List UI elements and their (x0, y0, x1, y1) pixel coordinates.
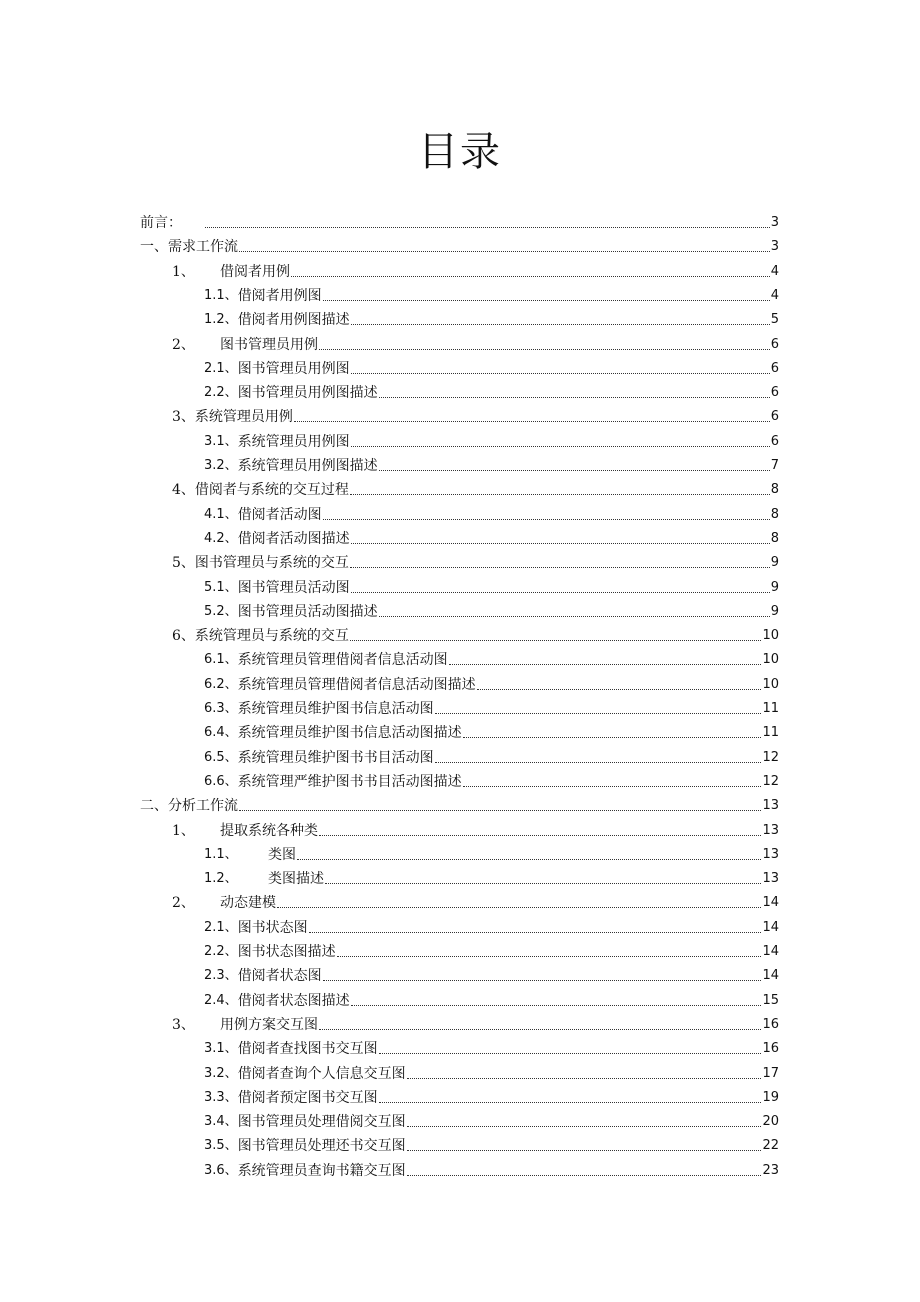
page-title: 目录 (418, 129, 502, 175)
toc-entry-label: 借阅者预定图书交互图 (237, 1089, 378, 1106)
toc-entry[interactable] (204, 283, 779, 305)
toc-page-number: 13 (762, 871, 779, 887)
toc-entry[interactable] (172, 623, 779, 645)
toc-dot-leader (463, 737, 762, 738)
toc-entry[interactable] (172, 332, 779, 354)
toc-page-number: 9 (770, 555, 779, 571)
toc-entry-number: 1.1、 (204, 287, 238, 303)
toc-dot-leader (379, 1053, 762, 1054)
toc-entry-number: 3.1、 (204, 433, 238, 449)
toc-entry-text (140, 238, 238, 256)
toc-entry-text (204, 749, 434, 767)
toc-entry-label: 需求工作流 (168, 239, 238, 256)
toc-entry-text (204, 1162, 406, 1180)
toc-entry[interactable] (204, 745, 779, 767)
toc-entry[interactable] (204, 502, 779, 524)
toc-entry-text (140, 797, 238, 815)
toc-entry-text (204, 967, 322, 985)
toc-entry[interactable] (140, 210, 779, 232)
toc-entry[interactable] (204, 1061, 779, 1083)
toc-entry-label: 系统管理员用例 (194, 409, 293, 426)
toc-page-number: 20 (762, 1114, 779, 1130)
toc-entry[interactable] (204, 526, 779, 548)
toc-entry-number: 2.1、 (204, 360, 238, 376)
toc-dot-leader (351, 543, 770, 544)
toc-dot-leader (297, 859, 761, 860)
toc-entry-text (172, 627, 349, 645)
toc-dot-leader (407, 1126, 762, 1127)
toc-dot-leader (323, 519, 770, 520)
toc-page-number: 6 (770, 433, 779, 449)
toc-entry-text (204, 700, 434, 718)
toc-page-number: 11 (762, 701, 779, 716)
toc-entry-number: 5.2、 (204, 603, 238, 619)
toc-entry-number: 2.3、 (204, 968, 238, 984)
toc-entry-number: 6.3、 (204, 701, 238, 716)
toc-dot-leader (291, 276, 770, 277)
toc-entry[interactable] (204, 575, 779, 597)
toc-entry-text (204, 773, 462, 791)
toc-page-number: 10 (762, 652, 779, 668)
toc-dot-leader (350, 567, 770, 568)
toc-dot-leader (351, 373, 770, 374)
toc-entry-text (204, 846, 296, 864)
toc-entry-number: 2、 (172, 895, 195, 912)
toc-entry-number: 3.1、 (204, 1041, 238, 1057)
toc-entry-label: 类图 (268, 846, 296, 863)
toc-dot-leader (407, 1078, 762, 1079)
toc-entry-number: 5、 (172, 555, 195, 572)
toc-page-number: 14 (762, 968, 779, 984)
toc-entry-number: 2、 (172, 336, 195, 353)
toc-dot-leader (351, 592, 770, 593)
toc-entry[interactable] (172, 890, 779, 912)
toc-entry-text (204, 1113, 406, 1131)
toc-page-number: 6 (770, 360, 779, 376)
toc-dot-leader (323, 300, 770, 301)
toc-dot-leader (239, 251, 770, 252)
toc-entry[interactable] (204, 939, 779, 961)
toc-entry-number: 2.2、 (204, 944, 238, 959)
toc-entry-label: 借阅者查找图书交互图 (237, 1041, 378, 1058)
toc-entry-number: 6.1、 (204, 652, 238, 668)
toc-entry-number: 3.2、 (204, 1065, 238, 1081)
toc-entry-number: 1、 (172, 822, 195, 839)
toc-entry-label: 图书管理员用例 (220, 336, 318, 353)
toc-dot-leader (379, 470, 770, 471)
toc-entry-label: 借阅者状态图 (237, 968, 322, 985)
toc-dot-leader (435, 713, 762, 714)
toc-page-number: 6 (770, 409, 779, 425)
toc-dot-leader (323, 980, 762, 981)
toc-page-number: 8 (770, 482, 779, 498)
toc-entry-text (172, 408, 293, 426)
toc-page-number: 8 (770, 506, 779, 522)
toc-page-number: 16 (762, 1041, 779, 1057)
toc-entry-text (204, 603, 378, 621)
toc-entry-number: 3.5、 (204, 1138, 238, 1154)
toc-entry-label: 系统管理员维护图书信息活动图 (237, 701, 434, 717)
toc-dot-leader (407, 1175, 762, 1176)
toc-page-number: 22 (762, 1138, 779, 1154)
toc-dot-leader (350, 640, 762, 641)
toc-page-number: 13 (762, 846, 779, 862)
toc-entry-label: 系统管理员管理借阅者信息活动图 (237, 652, 448, 669)
toc-page-number: 23 (762, 1162, 779, 1178)
toc-entry-number: 6.5、 (204, 749, 238, 765)
toc-entry-text (172, 554, 349, 572)
toc-entry-number: 1.2、 (204, 871, 238, 887)
toc-entry-number: 3.4、 (204, 1114, 238, 1130)
toc-page-number: 9 (770, 579, 779, 595)
toc-entry-text (172, 336, 318, 354)
toc-entry[interactable] (204, 1036, 779, 1058)
toc-entry[interactable] (204, 647, 779, 669)
toc-dot-leader (325, 883, 761, 884)
toc-entry-text (204, 384, 378, 402)
toc-entry-number: 二、 (140, 798, 168, 815)
toc-entry-text (204, 943, 336, 961)
toc-entry-label: 前言： (140, 215, 182, 231)
toc-entry-number: 1、 (172, 263, 195, 280)
toc-entry-label: 动态建模 (220, 895, 276, 912)
toc-entry-number: 6.2、 (204, 676, 238, 692)
toc-entry-label: 分析工作流 (168, 798, 238, 815)
toc-entry-label: 图书状态图描述 (237, 944, 336, 960)
toc-entry-label: 图书管理员与系统的交互 (194, 555, 349, 572)
toc-entry-text (204, 311, 350, 329)
toc-page-number: 12 (762, 749, 779, 765)
toc-dot-leader (477, 689, 762, 690)
toc-entry-label: 图书管理员活动图描述 (237, 603, 378, 620)
toc-entry-label: 图书管理员用例图描述 (237, 385, 378, 402)
toc-entry-text (172, 481, 349, 499)
toc-entry-label: 用例方案交互图 (220, 1016, 318, 1033)
toc-page-number: 19 (762, 1089, 779, 1105)
toc-entry-label: 类图描述 (268, 871, 324, 888)
toc-page-number: 4 (770, 287, 779, 303)
toc-entry[interactable] (204, 720, 779, 742)
toc-page-number: 6 (770, 336, 779, 352)
toc-entry-label: 借阅者用例图 (237, 287, 322, 304)
toc-entry[interactable] (204, 842, 779, 864)
toc-dot-leader (205, 227, 770, 228)
toc-dot-leader (294, 421, 770, 422)
toc-dot-leader (277, 907, 761, 908)
toc-entry-label: 提取系统各种类 (220, 822, 318, 839)
toc-page-number: 12 (762, 773, 779, 789)
toc-entry-text (204, 287, 322, 305)
toc-dot-leader (407, 1150, 762, 1151)
toc-entry[interactable] (172, 818, 779, 840)
toc-entry-number: 6.4、 (204, 725, 238, 741)
toc-entry-number: 1.2、 (204, 312, 238, 328)
toc-entry[interactable] (204, 453, 779, 475)
toc-entry[interactable] (204, 380, 779, 402)
toc-entry-label: 系统管理员与系统的交互 (194, 628, 349, 645)
toc-entry-number: 4、 (172, 482, 195, 499)
toc-entry-text (204, 1089, 378, 1107)
toc-entry[interactable] (204, 696, 779, 718)
toc-entry[interactable] (204, 307, 779, 329)
toc-entry-label: 系统管理员用例图 (237, 433, 350, 450)
toc-entry-label: 系统管理员维护图书信息活动图描述 (237, 725, 462, 742)
toc-dot-leader (319, 1029, 761, 1030)
toc-entry-number: 6.6、 (204, 773, 238, 789)
toc-entry-label: 图书管理员活动图 (237, 579, 350, 596)
toc-entry-text (204, 579, 350, 597)
toc-entry-text (204, 433, 350, 451)
toc-page-number: 13 (762, 822, 779, 838)
toc-entry-text (172, 1016, 318, 1034)
toc-entry-text (140, 214, 204, 232)
toc-dot-leader (463, 786, 762, 787)
toc-entry-label: 图书状态图 (237, 919, 308, 936)
toc-entry-label: 系统管理严维护图书书目活动图描述 (237, 773, 462, 790)
toc-entry-number: 5.1、 (204, 579, 238, 595)
toc-entry[interactable] (204, 599, 779, 621)
toc-entry-number: 1.1、 (204, 846, 238, 862)
toc-dot-leader (379, 616, 770, 617)
toc-entry-label: 图书管理员用例图 (237, 360, 350, 377)
toc-entry-text (204, 870, 324, 888)
toc-entry-label: 借阅者活动图 (237, 506, 322, 523)
toc-page-number: 14 (762, 944, 779, 959)
toc-dot-leader (239, 810, 761, 811)
toc-entry-number: 3.2、 (204, 458, 238, 473)
toc-entry-number: 2.4、 (204, 992, 238, 1008)
toc-entry-label: 借阅者状态图描述 (237, 992, 350, 1009)
toc-entry-number: 4.2、 (204, 530, 238, 546)
toc-entry[interactable] (204, 1133, 779, 1155)
toc-dot-leader (435, 762, 762, 763)
toc-page-number: 16 (762, 1016, 779, 1032)
toc-page-number: 17 (762, 1065, 779, 1081)
toc-entry-number: 6、 (172, 628, 195, 645)
toc-entry-label: 系统管理员管理借阅者信息活动图描述 (237, 676, 476, 693)
toc-dot-leader (351, 1005, 762, 1006)
toc-entry[interactable] (140, 234, 779, 256)
toc-entry-label: 借阅者查询个人信息交互图 (237, 1065, 406, 1082)
toc-entry-number: 3、 (172, 1016, 195, 1033)
toc-entry-text (204, 1065, 406, 1083)
toc-dot-leader (319, 835, 761, 836)
toc-entry[interactable] (204, 672, 779, 694)
toc-page-number: 3 (770, 215, 779, 230)
toc-entry-text (204, 724, 462, 742)
toc-entry-text (204, 530, 350, 548)
toc-entry-text (204, 360, 350, 378)
toc-page-number: 10 (762, 676, 779, 692)
toc-entry-label: 系统管理员查询书籍交互图 (237, 1162, 406, 1179)
toc-page-number: 10 (762, 628, 779, 644)
toc-entry-text (204, 457, 378, 475)
toc-entry[interactable] (204, 1158, 779, 1180)
toc-entry-label: 系统管理员用例图描述 (237, 458, 378, 474)
toc-entry-label: 图书管理员处理借阅交互图 (237, 1114, 406, 1131)
toc-page-number: 11 (762, 725, 779, 741)
toc-entry[interactable] (204, 1109, 779, 1131)
toc-page-number: 3 (770, 239, 779, 255)
toc-entry-text (204, 919, 308, 937)
toc-entry-number: 3.3、 (204, 1089, 238, 1105)
toc-entry[interactable] (172, 259, 779, 281)
toc-dot-leader (350, 494, 770, 495)
toc-entry-text (204, 1137, 406, 1155)
toc-entry[interactable] (204, 988, 779, 1010)
toc-entry-number: 3、 (172, 409, 195, 426)
toc-dot-leader (319, 349, 770, 350)
toc-dot-leader (379, 1102, 762, 1103)
toc-entry-number: 4.1、 (204, 506, 238, 522)
toc-page-number: 8 (770, 530, 779, 546)
toc-page-number: 4 (770, 263, 779, 279)
toc-entry-text (204, 1040, 378, 1058)
toc-page-number: 6 (770, 385, 779, 401)
toc-entry[interactable] (172, 404, 779, 426)
toc-entry-text (172, 894, 276, 912)
toc-page-number: 7 (770, 458, 779, 473)
toc-dot-leader (351, 324, 770, 325)
toc-page-number: 13 (762, 798, 779, 814)
toc-page-number: 14 (762, 895, 779, 911)
toc-dot-leader (379, 397, 770, 398)
toc-entry-label: 借阅者活动图描述 (237, 530, 350, 547)
toc-page-number: 14 (762, 919, 779, 935)
toc-entry-text (204, 651, 448, 669)
toc-entry[interactable] (204, 769, 779, 791)
toc-entry[interactable] (172, 1012, 779, 1034)
toc-entry[interactable] (204, 1085, 779, 1107)
toc-entry-label: 借阅者与系统的交互过程 (194, 482, 349, 499)
toc-dot-leader (337, 956, 762, 957)
toc-entry-text (204, 676, 476, 694)
toc-entry[interactable] (204, 866, 779, 888)
toc-entry-number: 3.6、 (204, 1162, 238, 1178)
toc-page-number: 9 (770, 603, 779, 619)
toc-entry[interactable] (204, 915, 779, 937)
toc-entry-number: 一、 (140, 239, 168, 256)
toc-entry[interactable] (204, 963, 779, 985)
toc-entry[interactable] (140, 793, 779, 815)
toc-entry[interactable] (204, 429, 779, 451)
toc-entry-text (172, 263, 290, 281)
toc-page-number: 15 (762, 992, 779, 1008)
toc-entry-label: 系统管理员维护图书书目活动图 (237, 749, 434, 766)
toc-entry-text (204, 506, 322, 524)
toc-entry[interactable] (172, 550, 779, 572)
toc-page-number: 5 (770, 312, 779, 328)
toc-dot-leader (351, 446, 770, 447)
toc-entry-label: 借阅者用例 (220, 263, 290, 280)
toc-dot-leader (449, 664, 762, 665)
toc-entry-text (204, 992, 350, 1010)
toc-entry[interactable] (204, 356, 779, 378)
toc-entry-number: 2.2、 (204, 385, 238, 401)
toc-entry-number: 2.1、 (204, 919, 238, 935)
toc-dot-leader (309, 932, 762, 933)
toc-entry[interactable] (172, 477, 779, 499)
toc-entry-text (172, 822, 318, 840)
toc-entry-label: 借阅者用例图描述 (237, 312, 350, 329)
toc-entry-label: 图书管理员处理还书交互图 (237, 1138, 406, 1155)
